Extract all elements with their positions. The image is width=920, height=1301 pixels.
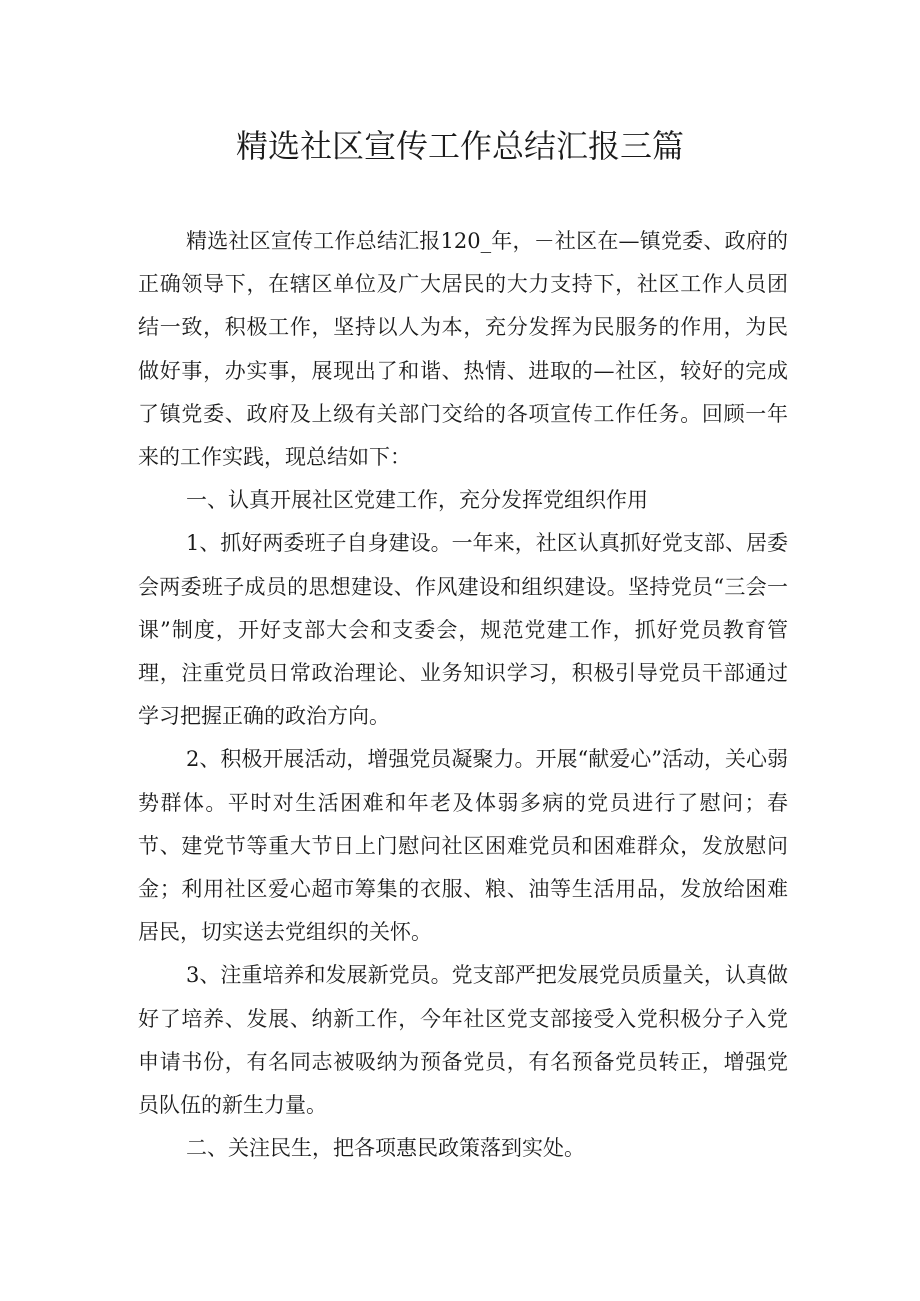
paragraph-item-1: 1、抓好两委班子自身建设。一年来，社区认真抓好党支部、居委会两委班子成员的思想建设、作风建设和组织建设。坚持党员“三会一课”制度，开好支部大会和支委会，规范党建工作，抓好党员教育管理，注重党员日常政治理论、业务知识学习，积极引导党员干部通过学习把握正确的政治方向。	[138, 531, 788, 729]
paragraph-intro: 精选社区宣传工作总结汇报120_年，－社区在—镇党委、政府的正确领导下，在辖区单位及广大居民的大力支持下，社区工作人员团结一致，积极工作，坚持以人为本，充分发挥为民服务的作用，为民做好事，办实事，展现出了和谐、热情、进取的—社区，较好的完成了镇党委、政府及上级有关部门交给的各项宣传工作任务。回顾一年来的工作实践，现总结如下：	[138, 229, 788, 470]
paragraph-item-3: 3、注重培养和发展新党员。党支部严把发展党员质量关，认真做好了培养、发展、纳新工作，今年社区党支部接受入党积极分子入党申请书份，有名同志被吸纳为预备党员，有名预备党员转正，增强党员队伍的新生力量。	[138, 963, 788, 1118]
section-heading-1: 一、认真开展社区党建工作，充分发挥党组织作用	[186, 488, 648, 513]
paragraph-item-2: 2、积极开展活动，增强党员凝聚力。开展“献爱心”活动，关心弱势群体。平时对生活困难和年老及体弱多病的党员进行了慰问；春节、建党节等重大节日上门慰问社区困难党员和困难群众，发放慰问金；利用社区爱心超市筹集的衣服、粮、油等生活用品，发放给困难居民，切实送去党组织的关怀。	[138, 747, 788, 945]
document-body	[138, 220, 788, 1170]
section-heading-2: 二、关注民生，把各项惠民政策落到实处。	[186, 1136, 585, 1161]
document-title: 精选社区宣传工作总结汇报三篇	[235, 127, 684, 165]
